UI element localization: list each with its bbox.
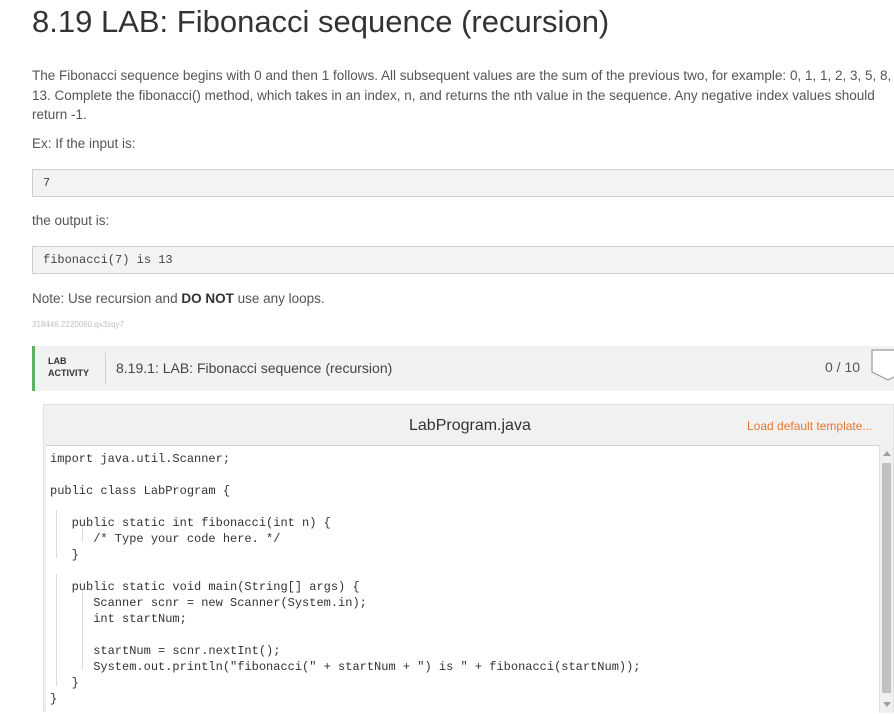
example-intro: Ex: If the input is: bbox=[32, 136, 136, 151]
lab-activity-tag bbox=[48, 355, 104, 379]
page-title: 8.19 LAB: Fibonacci sequence (recursion) bbox=[32, 4, 610, 39]
editor-filename: LabProgram.java bbox=[409, 417, 531, 434]
scroll-down-icon[interactable] bbox=[883, 702, 891, 707]
code-text-area[interactable] bbox=[46, 445, 879, 714]
code-line: } bbox=[50, 548, 79, 562]
code-line: } bbox=[50, 692, 58, 706]
content-id: 318446.2220060.qx3zqy7 bbox=[32, 320, 125, 329]
code-line: System.out.println("fibonacci(" + startNum + ") is " + fibonacci(startNum)); bbox=[50, 660, 641, 674]
note-bold: DO NOT bbox=[181, 291, 234, 306]
note-text bbox=[32, 291, 325, 306]
code-line: public static void main(String[] args) { bbox=[50, 580, 360, 594]
header-divider bbox=[105, 353, 106, 384]
code-line: } bbox=[50, 676, 79, 690]
note-prefix: Note: Use recursion and bbox=[32, 291, 182, 306]
score-display: 0 / 10 bbox=[825, 359, 861, 375]
code-line: startNum = scnr.nextInt(); bbox=[50, 644, 281, 658]
code-line: int startNum; bbox=[50, 612, 187, 626]
code-line: public class LabProgram { bbox=[50, 484, 231, 498]
code-line: Scanner scnr = new Scanner(System.in); bbox=[50, 596, 367, 610]
output-intro: the output is: bbox=[32, 213, 110, 228]
lab-tag-line1: LAB bbox=[48, 356, 67, 366]
scroll-thumb[interactable] bbox=[882, 463, 891, 693]
example-output-box: fibonacci(7) is 13 bbox=[32, 246, 894, 274]
code-line: public static int fibonacci(int n) { bbox=[50, 516, 331, 530]
code-editor-panel bbox=[43, 404, 894, 712]
note-suffix: use any loops. bbox=[233, 291, 325, 306]
code-line: import java.util.Scanner; bbox=[50, 452, 231, 466]
example-input-box: 7 bbox=[32, 169, 894, 197]
editor-scrollbar[interactable] bbox=[879, 445, 893, 713]
lab-tag-line2: ACTIVITY bbox=[48, 368, 90, 378]
code-line: /* Type your code here. */ bbox=[50, 532, 281, 546]
load-default-template-link[interactable]: Load default template... bbox=[747, 419, 873, 433]
lab-description: The Fibonacci sequence begins with 0 and then 1 follows. All subsequent values are the sum of the previous two, for example: 0, 1, 1, 2, 3, 5, 8, 13. Complete the fibonacci() method, which takes in an index, n, and returns the nth value in the sequence. Any negative index values should return -1. bbox=[32, 68, 892, 122]
scroll-up-icon[interactable] bbox=[883, 451, 891, 456]
lab-activity-title: 8.19.1: LAB: Fibonacci sequence (recursion) bbox=[116, 360, 393, 376]
completion-badge-icon bbox=[871, 349, 894, 381]
lab-activity-header bbox=[32, 346, 894, 391]
